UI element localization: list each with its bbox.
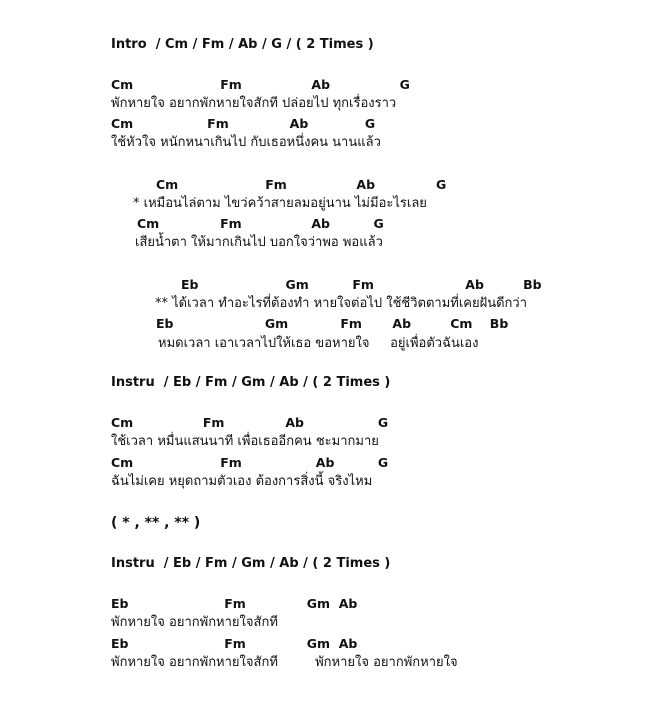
chord-line: Cm Fm Ab G	[111, 415, 389, 430]
lyric-line: ใช้เวลา หมื่นแสนนาที เพื่อเธออีกคน ชะมากมาย	[111, 434, 379, 449]
instru-line: Instru / Eb / Fm / Gm / Ab / ( 2 Times )	[111, 556, 391, 571]
lyric-line: พักหายใจ อยากพักหายใจสักที ปล่อยไป ทุกเรื่องราว	[111, 96, 397, 111]
chord-line: Eb Gm Fm Ab Cm Bb	[156, 316, 509, 331]
lyric-line: พักหายใจ อยากพักหายใจสักที พักหายใจ อยากพักหายใจ	[111, 655, 458, 670]
repeat-marker: ( * , ** , ** )	[111, 515, 201, 531]
chord-line: Cm Fm Ab G	[137, 216, 384, 231]
hook-lyric-line: ** ได้เวลา ทำอะไรที่ต้องทำ หายใจต่อไป ใช้ชีวิตตามที่เคยฝันดีกว่า	[155, 296, 528, 311]
lyric-line: ใช้หัวใจ หนักหนาเกินไป กับเธอหนึ่งคน นานแล้ว	[111, 135, 381, 150]
chord-line: Cm Fm Ab G	[111, 455, 389, 470]
lyric-line: เสียน้ำตา ให้มากเกินไป บอกใจว่าพอ พอแล้ว	[135, 235, 383, 250]
lyric-line: พักหายใจ อยากพักหายใจสักที	[111, 615, 278, 630]
instru-line: Instru / Eb / Fm / Gm / Ab / ( 2 Times )	[111, 375, 391, 390]
lyric-line: หมดเวลา เอาเวลาไปให้เธอ ขอหายใจ อยู่เพื่อตัวฉันเอง	[158, 336, 479, 351]
lyric-line: ฉันไม่เคย หยุดถามตัวเอง ต้องการสิ่งนี้ จริงไหม	[111, 474, 373, 489]
chord-line: Cm Fm Ab G	[156, 177, 447, 192]
chorus-lyric-line: * เหมือนไล่ตาม ไขว่คว้าสายลมอยู่นาน ไม่มีอะไรเลย	[133, 196, 427, 211]
intro-line: Intro / Cm / Fm / Ab / G / ( 2 Times )	[111, 37, 374, 52]
chord-line: Eb Fm Gm Ab	[111, 636, 358, 651]
chord-line: Eb Gm Fm Ab Bb	[181, 277, 542, 292]
chord-line: Eb Fm Gm Ab	[111, 596, 358, 611]
chord-line: Cm Fm Ab G	[111, 77, 410, 92]
chord-line: Cm Fm Ab G	[111, 116, 376, 131]
